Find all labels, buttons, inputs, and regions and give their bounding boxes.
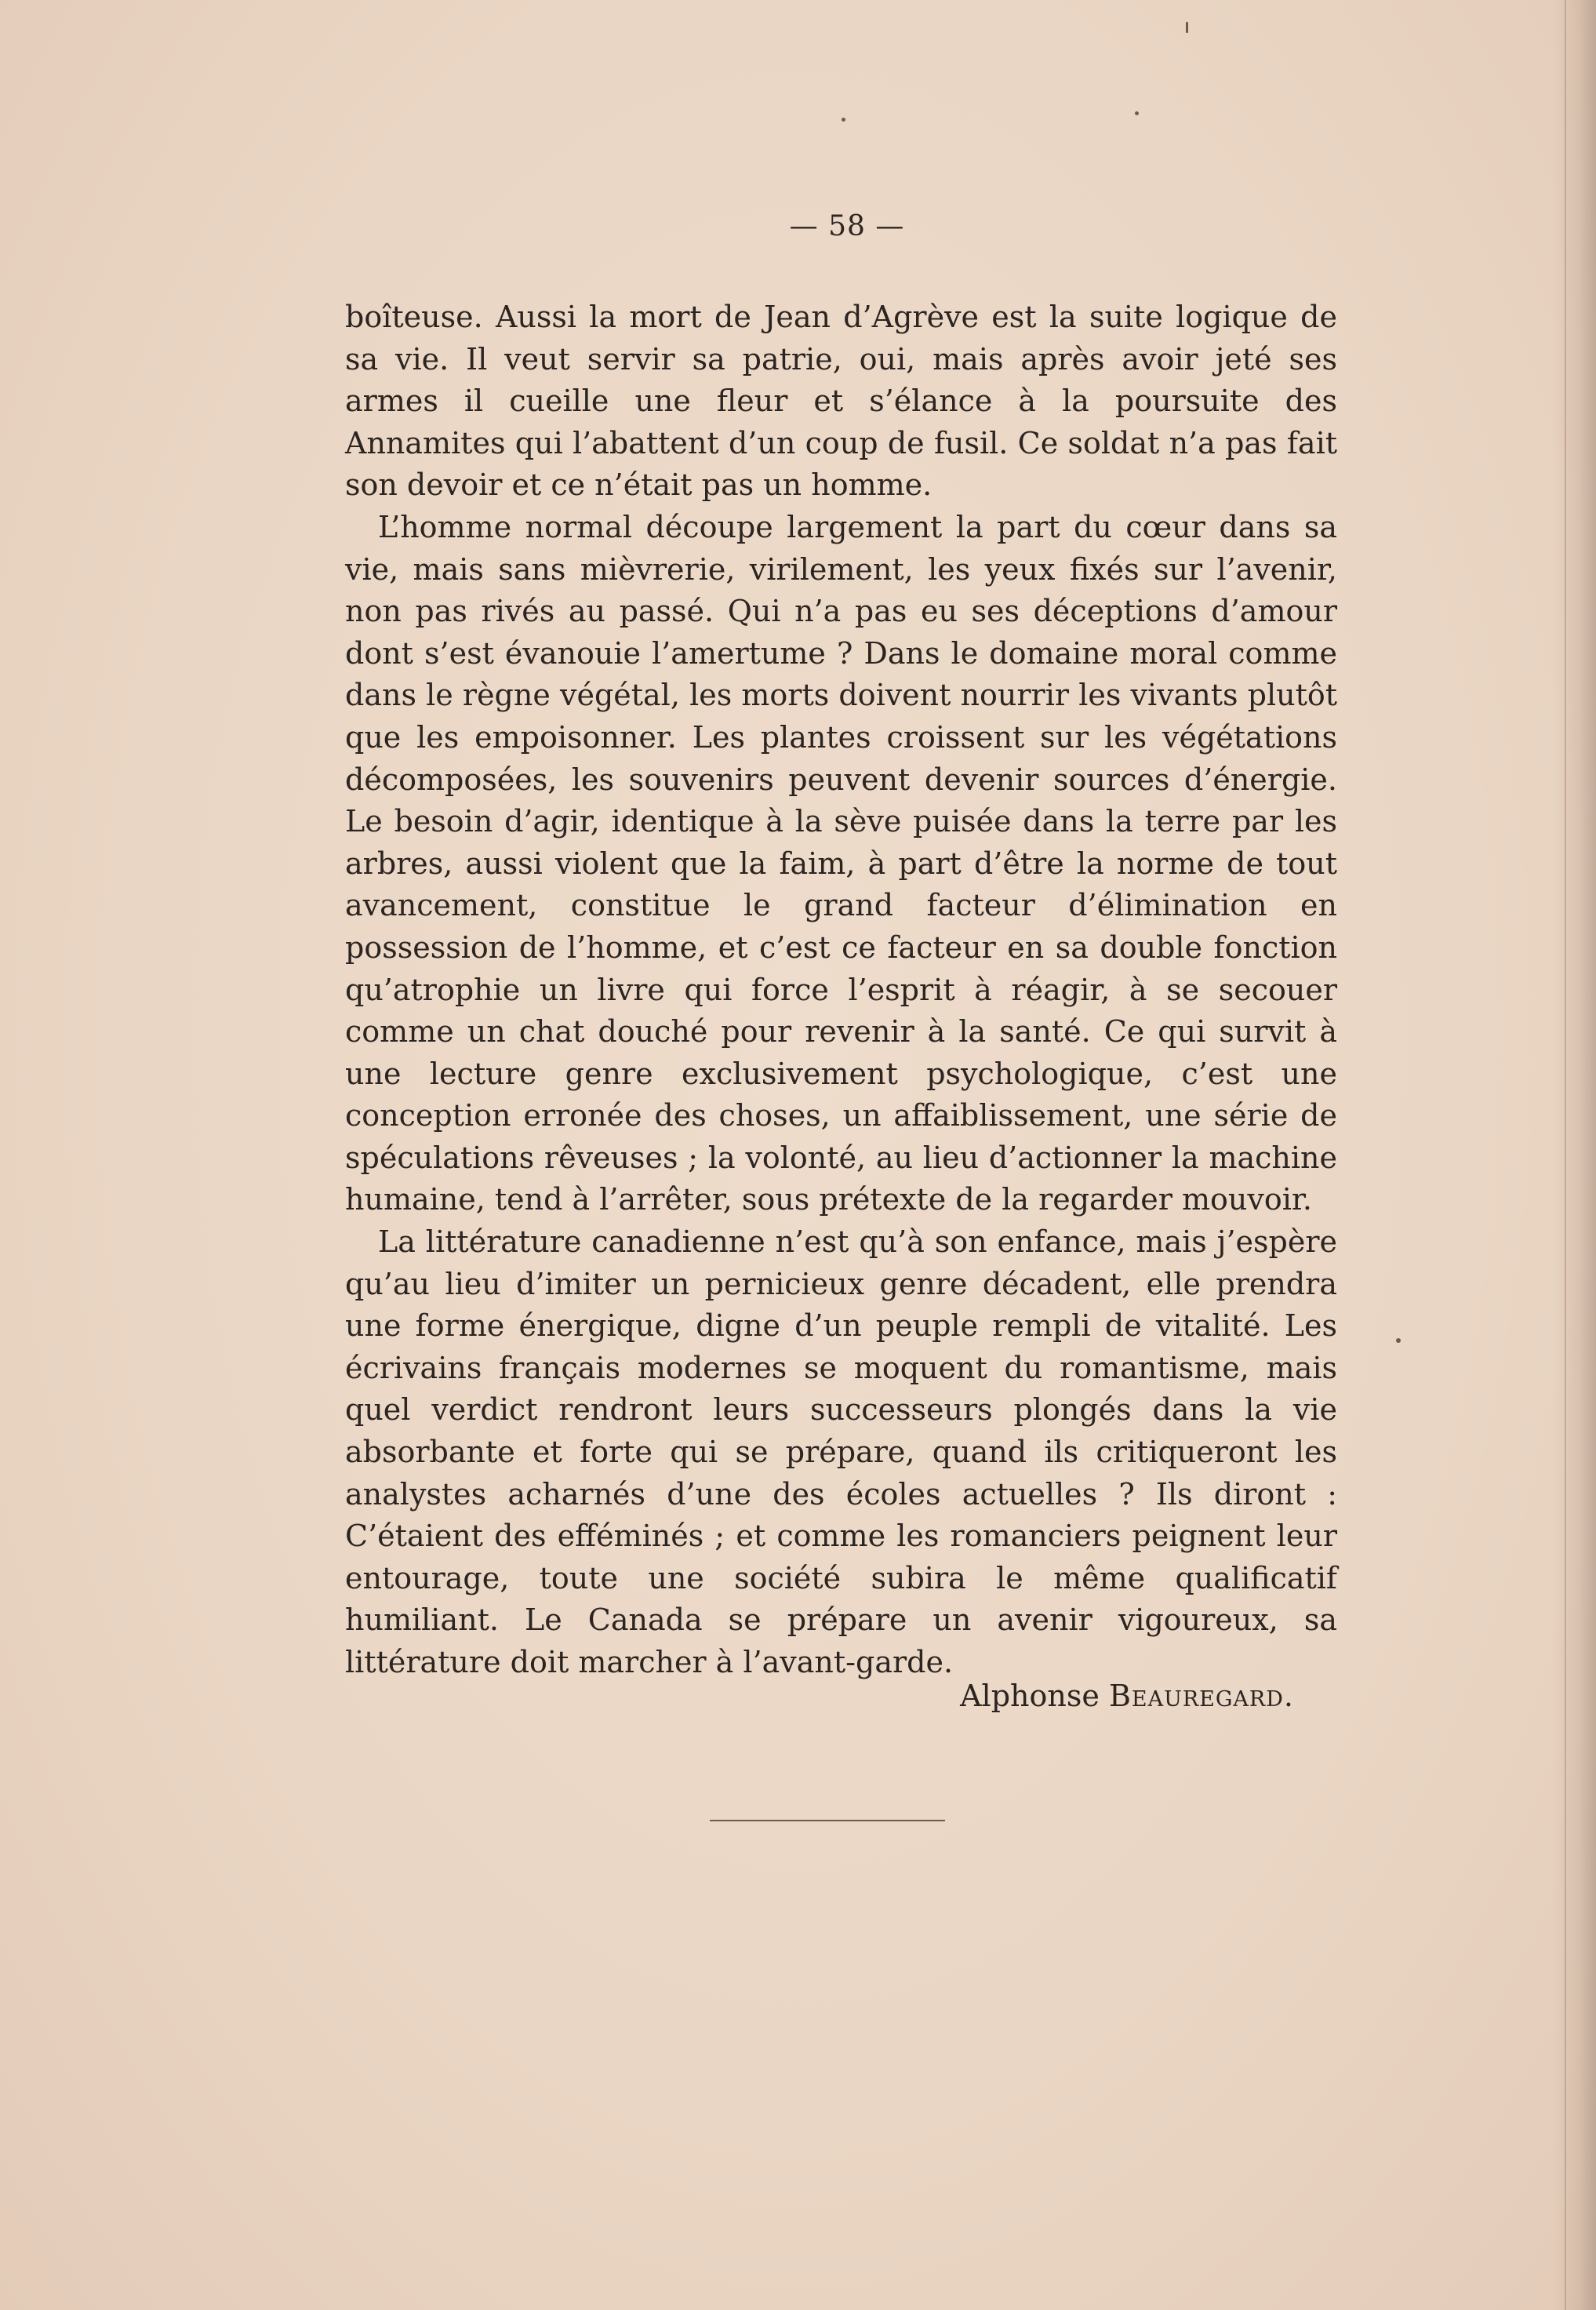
- body-text: [345, 296, 1337, 1684]
- paper-speck: [842, 118, 845, 122]
- paper-speck: [1396, 1338, 1401, 1343]
- paragraph: L’homme normal découpe largement la part du cœur dans sa vie, mais sans mièvrerie, virilement, les yeux fixés sur l’avenir, non pas rivés au passé. Qui n’a pas eu ses déceptions d’amour dont s’est évanouie l’amertume ? Dans le domaine moral comme dans le règne végétal, les morts doivent nourrir les vivants plutôt que les empoisonner. Les plantes croissent sur les végétations décomposées, les souvenirs peuvent devenir sources d’énergie. Le besoin d’agir, identique à la sève puisée dans la terre par les arbres, aussi violent que la faim, à part d’être la norme de tout avancement, constitue le grand facteur d’élimination en possession de l’homme, et c’est ce facteur en sa double fonction qu’atrophie un livre qui force l’esprit à réagir, à se secouer comme un chat douché pour revenir à la santé. Ce qui survit à une lecture genre exclusivement psychologique, c’est une conception erronée des choses, un affaiblissement, une série de spéculations rêveuses ; la volonté, au lieu d’actionner la machine humaine, tend à l’arrêter, sous prétexte de la regarder mouvoir.: [345, 509, 1337, 1217]
- paper-speck: [1186, 22, 1188, 33]
- page-number: — 58 —: [789, 210, 905, 242]
- page-edge-shadow: [1553, 0, 1596, 2310]
- page-edge-line: [1565, 0, 1566, 2310]
- author-last-name: Beauregard.: [1108, 1679, 1294, 1713]
- paragraph: La littérature canadienne n’est qu’à son enfance, mais j’espère qu’au lieu d’imiter un pernicieux genre décadent, elle prendra une forme énergique, digne d’un peuple rempli de vitalité. Les écrivains français modernes se moquent du romantisme, mais quel verdict rendront leurs successeurs plongés dans la vie absorbante et forte qui se prépare, quand ils critiqueront les analystes acharnés d’une des écoles actuelles ? Ils diront : C’étaient des efféminés ; et comme les romanciers peignent leur entourage, toute une société subira le même qualificatif humiliant. Le Canada se prépare un avenir vigoureux, sa littérature doit marcher à l’avant-garde.: [345, 1224, 1337, 1679]
- author-signature: [863, 1679, 1294, 1713]
- end-rule: [710, 1820, 945, 1821]
- paper-speck: [1135, 111, 1139, 115]
- author-first-name: Alphonse: [960, 1679, 1100, 1713]
- paragraph: boîteuse. Aussi la mort de Jean d’Agrève est la suite logique de sa vie. Il veut servir sa patrie, oui, mais après avoir jeté ses armes il cueille une fleur et s’élance à la poursuite des Annamites qui l’abattent d’un coup de fusil. Ce soldat n’a pas fait son devoir et ce n’était pas un homme.: [345, 300, 1337, 503]
